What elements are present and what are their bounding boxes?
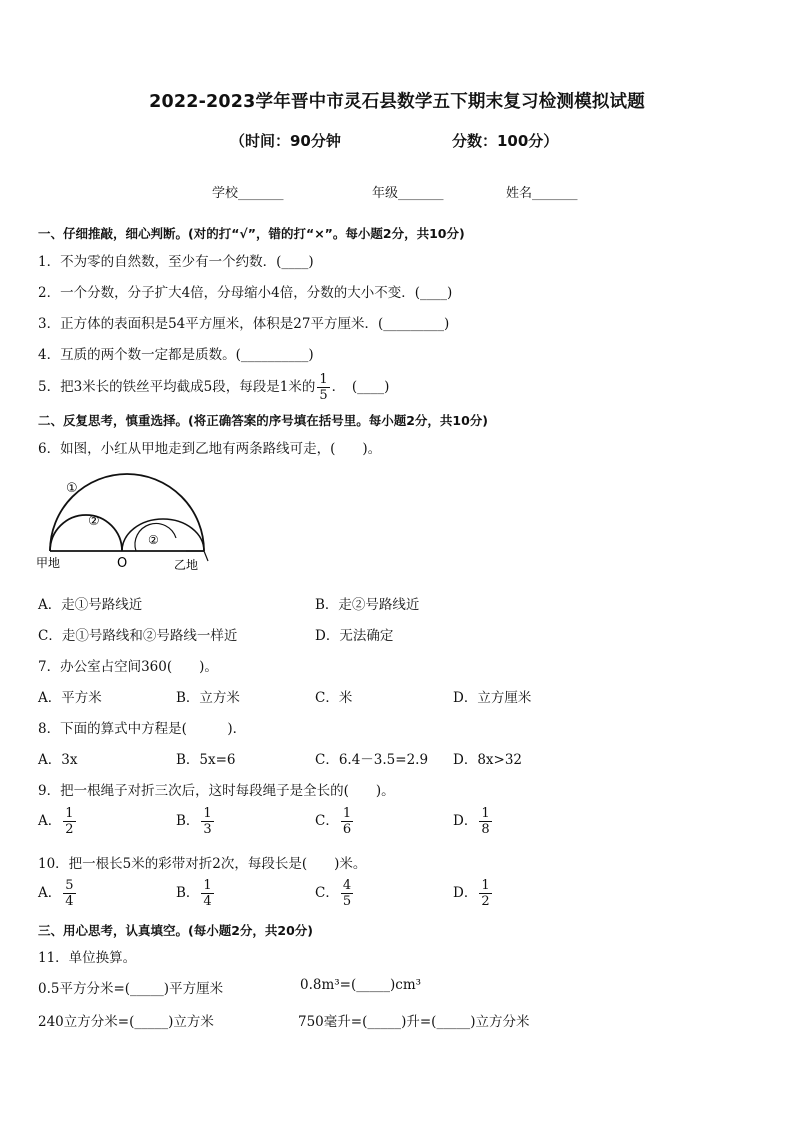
route-1-label: ① [66,481,78,496]
route-2-left-arc [50,515,122,551]
option-label: C． [315,885,339,901]
question-5-blank: ． (____) [331,379,390,395]
conversion-3: 240立方分米=(_____)立方米 [38,1014,214,1030]
route-diagram [36,472,216,577]
route-2-right-arc [122,519,204,551]
fraction-denominator: 8 [481,822,490,837]
q10-option-d [453,878,494,909]
fraction-numerator: 1 [203,878,212,893]
option-label: C． [315,813,339,829]
q10-option-c [315,878,355,909]
q10-option-a [38,878,78,909]
option-fraction [63,878,75,909]
fraction-numerator: 1 [481,878,490,893]
fraction-denominator: 3 [203,822,212,837]
q8-option-a: A．3x [38,752,78,768]
option-label: A． [38,813,62,829]
q6-option-d: D．无法确定 [315,628,394,644]
question-8: 8．下面的算式中方程是( )． [38,721,247,737]
q9-option-c [315,806,355,837]
end-point-label: 乙地 [174,558,199,572]
option-fraction [479,878,491,909]
section2-heading: 二、反复思考，慎重选择。(将正确答案的序号填在括号里。每小题2分，共10分) [38,413,489,428]
section1-heading: 一、仔细推敲，细心判断。(对的打“√”，错的打“×”。每小题2分，共10分) [38,226,465,241]
section3-heading: 三、用心思考，认真填空。(每小题2分，共20分) [38,923,314,938]
conversion-1: 0.5平方分米=(_____)平方厘米 [38,981,224,997]
fraction-numerator: 1 [203,806,212,821]
fraction-denominator: 4 [65,894,74,909]
option-label: A． [38,885,62,901]
q7-option-a: A．平方米 [38,690,102,706]
center-label: O [117,556,128,571]
grade-field: 年级_______ [372,186,444,201]
fraction-numerator: 1 [319,372,328,387]
fraction-numerator: 1 [481,806,490,821]
q9-option-d [453,806,494,837]
q7-option-c: C．米 [315,690,353,706]
page-title: 2022-2023学年晋中市灵石县数学五下期末复习检测模拟试题 [149,92,645,112]
conversion-4: 750毫升=(_____)升=(_____)立方分米 [298,1014,530,1030]
question-7: 7．办公室占空间360( )。 [38,659,218,675]
fraction-denominator: 5 [342,894,352,909]
school-field: 学校_______ [212,186,284,201]
q9-option-a [38,806,78,837]
option-label: D． [453,885,478,901]
question-6: 6．如图，小红从甲地走到乙地有两条路线可走，( )。 [38,441,382,457]
q8-option-b: B．5x=6 [176,752,236,768]
question-5-text: 5．把3米长的铁丝平均截成5段，每段是1米的 [38,379,316,395]
fraction-denominator: 2 [481,894,490,909]
q7-option-b: B．立方米 [176,690,240,706]
question-2: 2．一个分数，分子扩大4倍，分母缩小4倍，分数的大小不变．(____) [38,285,453,301]
q6-option-c: C．走①号路线和②号路线一样近 [38,628,238,644]
q6-option-b: B．走②号路线近 [315,597,420,613]
option-label: D． [453,813,478,829]
question-9: 9．把一根绳子对折三次后，这时每段绳子是全长的( )。 [38,783,395,799]
option-fraction [63,806,75,837]
exam-time: （时间：90分钟 [230,132,341,150]
option-label: B． [176,885,200,901]
start-point-label: 甲地 [36,556,61,570]
question-11: 11．单位换算。 [38,950,137,966]
route-2-label: ② [88,514,100,529]
question-3: 3．正方体的表面积是54平方厘米，体积是27平方厘米．(_________) [38,316,450,332]
option-fraction [479,806,491,837]
exam-score: 分数：100分） [452,132,559,150]
name-field: 姓名_______ [506,186,578,201]
fraction-numerator: 1 [342,806,352,821]
option-label: B． [176,813,200,829]
q8-option-c: C．6.4－3.5=2.9 [315,752,429,768]
q6-option-a: A．走①号路线近 [38,597,143,613]
question-5 [38,372,389,403]
fraction-denominator: 6 [342,822,352,837]
fraction-denominator: 2 [65,822,74,837]
fraction-denominator: 5 [319,388,328,403]
q10-option-b [176,878,216,909]
option-fraction [201,806,213,837]
question-1: 1．不为零的自然数，至少有一个约数．(____) [38,254,314,270]
q9-option-b [176,806,216,837]
q8-option-d: D．8x>32 [453,752,523,768]
fraction-numerator: 4 [342,878,352,893]
option-fraction [201,878,213,909]
route-2-label-small: ② [148,533,159,547]
fraction-denominator: 4 [203,894,212,909]
fraction-numerator: 5 [65,878,74,893]
question-5-fraction [317,372,329,403]
q7-option-d: D．立方厘米 [453,690,532,706]
question-10: 10．把一根长5米的彩带对折2次，每段长是( )米。 [38,856,367,872]
option-fraction [341,878,353,909]
fraction-numerator: 1 [65,806,74,821]
conversion-2: 0.8m³=(_____)cm³ [300,977,422,993]
question-4: 4．互质的两个数一定都是质数。(__________) [38,347,314,363]
option-fraction [341,806,353,837]
